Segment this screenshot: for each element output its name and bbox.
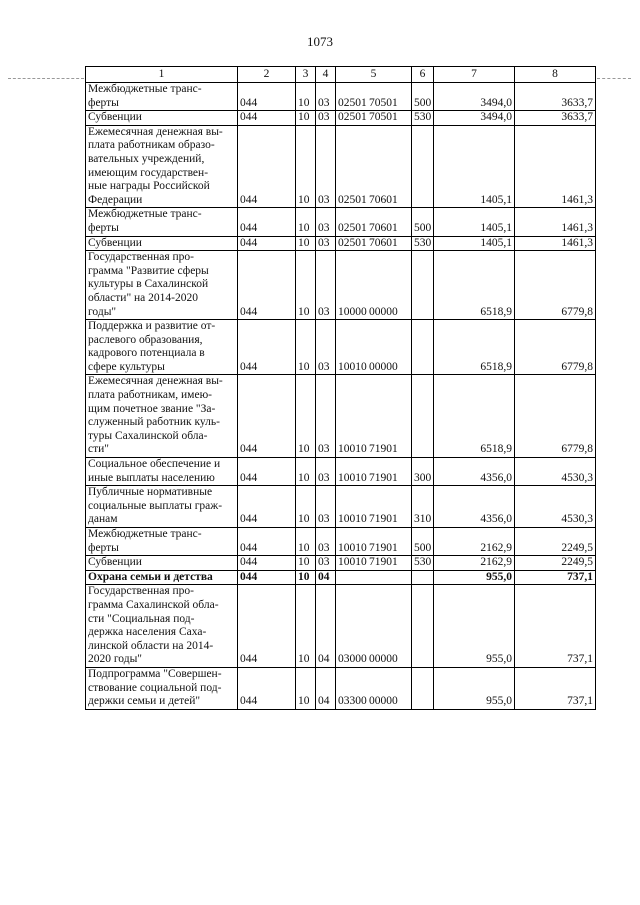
amount-cell-col7: 1405,1 [434, 208, 515, 236]
amount-cell-col8: 1461,3 [515, 125, 596, 208]
row-name-cell [86, 458, 238, 486]
section-code-cell: 10 [296, 83, 316, 111]
row-name-line: Социальное обеспечение и [88, 458, 221, 471]
target-article-part-b: 70501 [369, 111, 398, 124]
table-row [86, 375, 596, 458]
subsection-code-cell: 03 [316, 111, 336, 126]
row-name-line: имеющим государствен- [88, 166, 209, 179]
section-code-cell: 10 [296, 375, 316, 458]
header-cell: 8 [515, 67, 596, 83]
table-body [86, 83, 596, 710]
amount-cell-col8: 1461,3 [515, 236, 596, 251]
ministry-code-cell: 044 [238, 125, 296, 208]
row-name-line: Субвенции [88, 556, 142, 569]
amount-cell-col8: 6779,8 [515, 375, 596, 458]
row-name-line: Публичные нормативные [88, 486, 213, 499]
header-cell: 2 [238, 67, 296, 83]
expense-type-cell [412, 320, 434, 375]
row-name-line: кадрового потенциала в [88, 347, 205, 360]
expense-type-cell: 530 [412, 111, 434, 126]
target-article-cell [336, 585, 412, 668]
amount-cell-col8: 737,1 [515, 570, 596, 585]
target-article-part-b: 70601 [369, 221, 398, 234]
ministry-code-cell: 044 [238, 585, 296, 668]
row-name-line: данам [88, 513, 118, 526]
subsection-code-cell: 03 [316, 251, 336, 320]
section-code-cell: 10 [296, 585, 316, 668]
table-header-row [86, 67, 596, 83]
scan-artifact-line [8, 78, 84, 79]
section-code-cell: 10 [296, 458, 316, 486]
target-article-part-a: 02501 [338, 236, 367, 249]
section-code-cell: 10 [296, 667, 316, 709]
subsection-code-cell: 04 [316, 570, 336, 585]
subsection-code-cell: 03 [316, 458, 336, 486]
subsection-code-cell: 04 [316, 667, 336, 709]
amount-cell-col7: 955,0 [434, 585, 515, 668]
amount-cell-col7: 2162,9 [434, 556, 515, 571]
section-code-cell: 10 [296, 125, 316, 208]
table-row [86, 556, 596, 571]
expense-type-cell: 500 [412, 528, 434, 556]
amount-cell-col8: 4530,3 [515, 458, 596, 486]
table-row [86, 667, 596, 709]
target-article-cell [336, 125, 412, 208]
amount-cell-col7: 1405,1 [434, 236, 515, 251]
target-article-part-a: 10010 [338, 360, 367, 373]
row-name-cell [86, 320, 238, 375]
amount-cell-col7: 6518,9 [434, 251, 515, 320]
row-name-line: держки семьи и детей" [88, 695, 201, 708]
ministry-code-cell: 044 [238, 570, 296, 585]
expense-type-cell: 300 [412, 458, 434, 486]
target-article-part-b: 70501 [369, 96, 398, 109]
row-name-line: Федерации [88, 193, 143, 206]
ministry-code-cell: 044 [238, 320, 296, 375]
row-name-line: Субвенции [88, 236, 142, 249]
target-article-part-a: 10000 [338, 305, 367, 318]
target-article-part-a: 02501 [338, 221, 367, 234]
row-name-line: туры Сахалинской обла- [88, 429, 208, 442]
row-name-line: раслевого образования, [88, 333, 203, 346]
target-article-cell [336, 486, 412, 528]
target-article-cell [336, 236, 412, 251]
row-name-cell [86, 528, 238, 556]
subsection-code-cell: 03 [316, 375, 336, 458]
target-article-part-a: 02501 [338, 111, 367, 124]
subsection-code-cell: 03 [316, 486, 336, 528]
row-name-cell [86, 251, 238, 320]
table-row [86, 236, 596, 251]
amount-cell-col7: 3494,0 [434, 83, 515, 111]
ministry-code-cell: 044 [238, 375, 296, 458]
row-name-cell [86, 570, 238, 585]
target-article-cell [336, 375, 412, 458]
target-article-part-a: 02501 [338, 193, 367, 206]
expense-type-cell [412, 667, 434, 709]
expense-type-cell [412, 125, 434, 208]
target-article-cell [336, 570, 412, 585]
row-name-cell [86, 83, 238, 111]
amount-cell-col7: 3494,0 [434, 111, 515, 126]
row-name-line: Охрана семьи и детства [88, 570, 213, 583]
row-name-line: щим почетное звание "За- [88, 402, 216, 415]
table-row [86, 585, 596, 668]
section-code-cell: 10 [296, 111, 316, 126]
row-name-line: служенный работник куль- [88, 416, 220, 429]
expense-type-cell: 500 [412, 83, 434, 111]
target-article-part-b: 70601 [369, 236, 398, 249]
section-code-cell: 10 [296, 251, 316, 320]
budget-table [85, 66, 596, 710]
table-row [86, 125, 596, 208]
table-row [86, 111, 596, 126]
target-article-part-b: 00000 [369, 360, 398, 373]
table-row [86, 570, 596, 585]
row-name-line: Государственная про- [88, 251, 195, 264]
target-article-part-a: 03300 [338, 695, 367, 708]
row-name-cell [86, 486, 238, 528]
section-code-cell: 10 [296, 528, 316, 556]
row-name-line: Подпрограмма "Совершен- [88, 667, 222, 680]
row-name-line: Государственная про- [88, 585, 195, 598]
amount-cell-col7: 6518,9 [434, 320, 515, 375]
amount-cell-col8: 3633,7 [515, 83, 596, 111]
section-code-cell: 10 [296, 320, 316, 375]
target-article-part-a: 10010 [338, 471, 367, 484]
row-name-line: Межбюджетные транс- [88, 83, 202, 95]
row-name-cell [86, 111, 238, 126]
page-number: 1073 [307, 34, 333, 49]
ministry-code-cell: 044 [238, 458, 296, 486]
table-row [86, 83, 596, 111]
target-article-cell [336, 251, 412, 320]
section-code-cell: 10 [296, 486, 316, 528]
amount-cell-col8: 2249,5 [515, 556, 596, 571]
header-cell: 5 [336, 67, 412, 83]
amount-cell-col8: 737,1 [515, 667, 596, 709]
target-article-part-b: 00000 [369, 305, 398, 318]
expense-type-cell: 530 [412, 556, 434, 571]
row-name-cell [86, 667, 238, 709]
row-name-line: ферты [88, 96, 119, 109]
amount-cell-col8: 2249,5 [515, 528, 596, 556]
row-name-line: плата работникам образо- [88, 139, 215, 152]
target-article-cell [336, 208, 412, 236]
target-article-part-a: 03000 [338, 653, 367, 666]
row-name-line: Межбюджетные транс- [88, 208, 202, 221]
row-name-line: Поддержка и развитие от- [88, 320, 216, 333]
row-name-line: культуры в Сахалинской [88, 278, 209, 291]
target-article-part-b: 71901 [369, 541, 398, 554]
target-article-cell [336, 458, 412, 486]
row-name-line: сти" [88, 443, 109, 456]
row-name-line: ные награды Российской [88, 180, 210, 193]
ministry-code-cell: 044 [238, 111, 296, 126]
target-article-part-a: 10010 [338, 513, 367, 526]
amount-cell-col8: 4530,3 [515, 486, 596, 528]
section-code-cell: 10 [296, 208, 316, 236]
amount-cell-col8: 1461,3 [515, 208, 596, 236]
table-row [86, 251, 596, 320]
expense-type-cell: 530 [412, 236, 434, 251]
scan-artifact-line [597, 78, 631, 79]
amount-cell-col8: 6779,8 [515, 320, 596, 375]
row-name-line: сфере культуры [88, 360, 165, 373]
target-article-part-b: 00000 [369, 653, 398, 666]
ministry-code-cell: 044 [238, 83, 296, 111]
row-name-cell [86, 375, 238, 458]
subsection-code-cell: 03 [316, 208, 336, 236]
target-article-cell [336, 111, 412, 126]
target-article-part-b: 00000 [369, 695, 398, 708]
row-name-line: Межбюджетные транс- [88, 528, 202, 540]
row-name-line: годы" [88, 305, 117, 318]
row-name-line: плата работникам, имею- [88, 389, 212, 402]
ministry-code-cell: 044 [238, 208, 296, 236]
expense-type-cell: 310 [412, 486, 434, 528]
amount-cell-col8: 3633,7 [515, 111, 596, 126]
row-name-line: линской области на 2014- [88, 639, 214, 652]
target-article-cell [336, 83, 412, 111]
ministry-code-cell: 044 [238, 667, 296, 709]
expense-type-cell [412, 570, 434, 585]
section-code-cell: 10 [296, 570, 316, 585]
subsection-code-cell: 03 [316, 556, 336, 571]
ministry-code-cell: 044 [238, 251, 296, 320]
row-name-line: Субвенции [88, 111, 142, 124]
target-article-cell [336, 320, 412, 375]
row-name-cell [86, 556, 238, 571]
header-cell: 6 [412, 67, 434, 83]
table-row [86, 486, 596, 528]
header-cell: 7 [434, 67, 515, 83]
subsection-code-cell: 03 [316, 528, 336, 556]
row-name-line: вательных учреждений, [88, 152, 205, 165]
target-article-part-a: 10010 [338, 556, 367, 569]
amount-cell-col7: 6518,9 [434, 375, 515, 458]
section-code-cell: 10 [296, 556, 316, 571]
row-name-line: социальные выплаты граж- [88, 499, 223, 512]
row-name-cell [86, 236, 238, 251]
subsection-code-cell: 04 [316, 585, 336, 668]
target-article-part-a: 10010 [338, 443, 367, 456]
amount-cell-col8: 6779,8 [515, 251, 596, 320]
row-name-line: грамма "Развитие сферы [88, 264, 209, 277]
table-row [86, 208, 596, 236]
ministry-code-cell: 044 [238, 556, 296, 571]
amount-cell-col7: 955,0 [434, 667, 515, 709]
target-article-part-b: 71901 [369, 556, 398, 569]
table-row [86, 528, 596, 556]
target-article-cell [336, 528, 412, 556]
target-article-cell [336, 667, 412, 709]
row-name-line: грамма Сахалинской обла- [88, 598, 219, 611]
target-article-part-b: 71901 [369, 471, 398, 484]
subsection-code-cell: 03 [316, 236, 336, 251]
amount-cell-col7: 4356,0 [434, 458, 515, 486]
row-name-cell [86, 125, 238, 208]
subsection-code-cell: 03 [316, 320, 336, 375]
row-name-line: ферты [88, 221, 119, 234]
target-article-part-b: 71901 [369, 443, 398, 456]
amount-cell-col8: 737,1 [515, 585, 596, 668]
expense-type-cell [412, 585, 434, 668]
ministry-code-cell: 044 [238, 486, 296, 528]
row-name-line: ствование социальной под- [88, 681, 222, 694]
row-name-line: Ежемесячная денежная вы- [88, 125, 223, 138]
ministry-code-cell: 044 [238, 236, 296, 251]
section-code-cell: 10 [296, 236, 316, 251]
expense-type-cell: 500 [412, 208, 434, 236]
row-name-line: ферты [88, 541, 119, 554]
row-name-cell [86, 585, 238, 668]
ministry-code-cell: 044 [238, 528, 296, 556]
table-row [86, 458, 596, 486]
expense-type-cell [412, 375, 434, 458]
header-cell: 4 [316, 67, 336, 83]
expense-type-cell [412, 251, 434, 320]
subsection-code-cell: 03 [316, 83, 336, 111]
row-name-line: сти "Социальная под- [88, 612, 195, 625]
target-article-cell [336, 556, 412, 571]
row-name-line: Ежемесячная денежная вы- [88, 375, 223, 388]
target-article-part-b: 70601 [369, 193, 398, 206]
row-name-line: 2020 годы" [88, 653, 142, 666]
target-article-part-a: 10010 [338, 541, 367, 554]
amount-cell-col7: 1405,1 [434, 125, 515, 208]
table-row [86, 320, 596, 375]
row-name-line: держка населения Саха- [88, 626, 207, 639]
header-cell: 1 [86, 67, 238, 83]
row-name-cell [86, 208, 238, 236]
amount-cell-col7: 4356,0 [434, 486, 515, 528]
target-article-part-b: 71901 [369, 513, 398, 526]
subsection-code-cell: 03 [316, 125, 336, 208]
amount-cell-col7: 955,0 [434, 570, 515, 585]
amount-cell-col7: 2162,9 [434, 528, 515, 556]
row-name-line: области" на 2014-2020 [88, 291, 198, 304]
row-name-line: иные выплаты населению [88, 471, 215, 484]
target-article-part-a: 02501 [338, 96, 367, 109]
header-cell: 3 [296, 67, 316, 83]
